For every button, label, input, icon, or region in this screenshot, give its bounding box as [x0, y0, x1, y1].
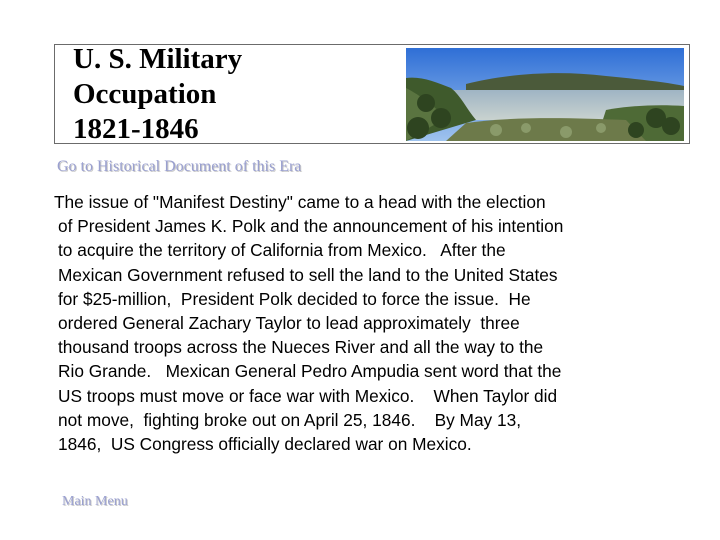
- body-line: 1846, US Congress officially declared war on Mexico.: [58, 434, 472, 455]
- body-line: ordered General Zachary Taylor to lead approximately three: [58, 313, 520, 334]
- historical-document-link[interactable]: Go to Historical Document of this Era: [57, 158, 302, 175]
- river-landscape-image: [406, 48, 684, 141]
- body-line: not move, fighting broke out on April 25, 1846. By May 13,: [58, 409, 522, 430]
- main-menu-link[interactable]: Main Menu: [62, 494, 128, 509]
- body-line: for $25-million, President Polk decided to force the issue. He: [58, 288, 531, 309]
- body-line: Rio Grande. Mexican General Pedro Ampudia sent word that the: [58, 361, 562, 382]
- body-line: Mexican Government refused to sell the land to the United States: [58, 264, 558, 285]
- body-paragraph: [54, 190, 664, 456]
- body-line: to acquire the territory of California from Mexico. After the: [58, 240, 506, 261]
- body-line: US troops must move or face war with Mexico. When Taylor did: [58, 385, 558, 406]
- page-title: [73, 42, 393, 147]
- body-line: thousand troops across the Nueces River and all the way to the: [58, 337, 544, 358]
- title-line-2: Occupation: [73, 78, 217, 110]
- title-line-3: 1821-1846: [73, 113, 199, 145]
- body-line: of President James K. Polk and the announcement of his intention: [58, 216, 564, 237]
- title-line-1: U. S. Military: [73, 43, 243, 75]
- body-line: The issue of "Manifest Destiny" came to a head with the election: [54, 192, 546, 212]
